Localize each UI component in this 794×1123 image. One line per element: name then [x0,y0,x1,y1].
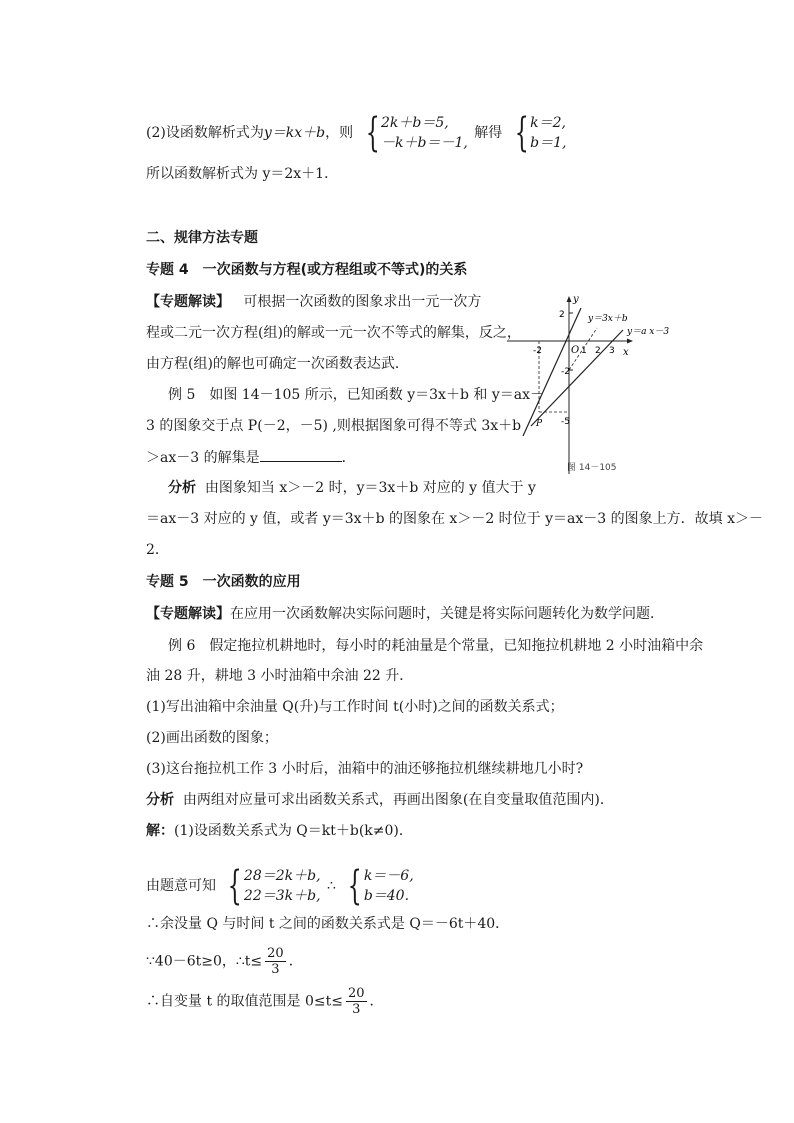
tick-label-y: -5 [561,417,570,427]
analysis-label: 分析 [146,792,174,808]
line1-label: y＝3x＋b [588,314,628,324]
equation-system-1: { 2k＋b＝5, －k＋b＝－1, [365,110,468,156]
x-axis-arrow-icon [627,339,633,344]
system-lead: 由题意可知 [146,878,216,894]
part2-equation-line [146,110,569,156]
solution-conclusion: ∴余没量 Q 与时间 t 之间的函数关系式是 Q＝－6t＋40． [146,916,510,932]
part2-then: ，则 [325,125,354,141]
topic5-title: 专题 5 一次函数的应用 [146,574,301,590]
equation-system-2: { k＝2, b＝1, [514,110,567,156]
x-axis-label: x [623,347,629,358]
topic4-label: 【专题解读】 [146,294,230,310]
equation-system-3: { 28＝2k＋b, 22＝3k＋b, [228,863,321,909]
topic4-analysis-1: 分析 由图象知当 x＞－2 时，y＝3x＋b 对应的 y 值大于 y [168,480,536,496]
line-y-3x-plus-b [523,308,581,436]
range-line: ∴自变量 t 的取值范围是 0≤t≤ $\frac{20}{3}$ ． [146,986,384,1017]
example6-line-1: 例 6 假定拖拉机耕地时，每小时的耗油量是个常量，已知拖拉机耕地 2 小时油箱中余 [168,638,704,654]
fraction-20-3: $\frac{20}{3}$ [347,986,365,1017]
question-2: (2)画出函数的图象； [146,730,278,746]
topic4-line-3: 由方程(组)的解也可确定一次函数表达武． [146,356,409,372]
function-graph-figure [505,288,685,478]
eq-row: 2k＋b＝5, [381,115,449,131]
tick-label-x: 2 [595,346,601,356]
tick-label-x: 1 [581,346,587,356]
topic4-title: 专题 4 一次函数与方程(或方程组或不等式)的关系 [146,262,468,278]
eq-row: －k＋b＝－1, [381,135,468,151]
tick-label-x: 3 [609,346,615,356]
example5-line-1: 例 5 如图 14－105 所示，已知函数 y＝3x＋b 和 y＝ax－ [168,387,544,403]
section-title: 二、规律方法专题 [146,230,258,246]
eq-row: k＝2, [530,115,567,131]
topic5-intro: 【专题解读】在应用一次函数解决实际问题时，关键是将实际问题转化为数学问题． [146,606,664,622]
equation-system-4: { k＝－6, b＝40. [348,863,414,909]
part2-lead: (2)设函数解析式为 [146,125,264,141]
inequality-line: ∵40－6t≥0，∴t≤ $\frac{20}{3}$ ． [146,946,303,977]
part2-conclusion: 所以函数解析式为 y＝2x＋1． [146,166,339,182]
example5-line-2: 3 的图象交于点 P(－2，－5) ,则根据图象可得不等式 3x＋b [146,418,522,434]
tick-label-x: -2 [533,346,542,356]
topic5-label: 【专题解读】 [146,606,230,622]
eq-row: b＝40. [363,888,410,904]
eq-row: k＝－6, [363,868,414,884]
topic4-line-2: 程或二元一次方程(组)的解或一元一次不等式的解集，反之， [146,325,521,341]
topic4-analysis-2: ＝ax－3 对应的 y 值，或者 y＝3x＋b 的图象在 x＞－2 时位于 y＝ax－3 的图象上方．故填 x＞－ [146,511,763,527]
question-1: (1)写出油箱中余油量 Q(升)与工作时间 t(小时)之间的函数关系式； [146,699,564,715]
tick-label-y: -2 [561,367,570,377]
point-p-label: P [536,419,543,429]
analysis-label: 分析 [168,480,196,496]
origin-label: O [571,345,580,356]
tick-label-y: 2 [559,310,565,320]
eq-row: 22＝3k＋b, [243,888,321,904]
solution-system-line [146,863,416,909]
solution-line-1: 解：(1)设函数关系式为 Q＝kt＋b(k≠0)． [146,823,413,839]
question-3: (3)这台拖拉机工作 3 小时后，油箱中的油还够拖拉机继续耕地几小时? [146,761,584,777]
solution-label: 解： [146,823,174,839]
answer-blank[interactable] [260,447,342,462]
topic4-line-1: 【专题解读】 可根据一次函数的图象求出一元一次方 [146,294,482,310]
part2-expr: y＝kx＋b [263,125,326,141]
y-axis-arrow-icon [567,296,572,302]
topic5-analysis: 分析 由两组对应量可求出函数关系式，再画出图象(在自变量取值范围内)． [146,792,614,808]
y-axis-label: y [573,294,579,305]
figure-caption: 图 14－105 [567,463,617,473]
example5-line-3: ＞ax－3 的解集是 ． [146,447,356,468]
eq-row: 28＝2k＋b, [243,868,321,884]
example6-line-2: 油 28 升，耕地 3 小时油箱中余油 22 升． [146,668,414,684]
therefore-symbol: ∴ [326,878,336,894]
topic4-analysis-3: 2． [146,542,169,558]
line2-label: y＝a x－3 [627,327,670,337]
eq-row: b＝1, [530,135,567,151]
solved-label: 解得 [474,125,503,141]
fraction-20-3: $\frac{20}{3}$ [267,946,284,977]
